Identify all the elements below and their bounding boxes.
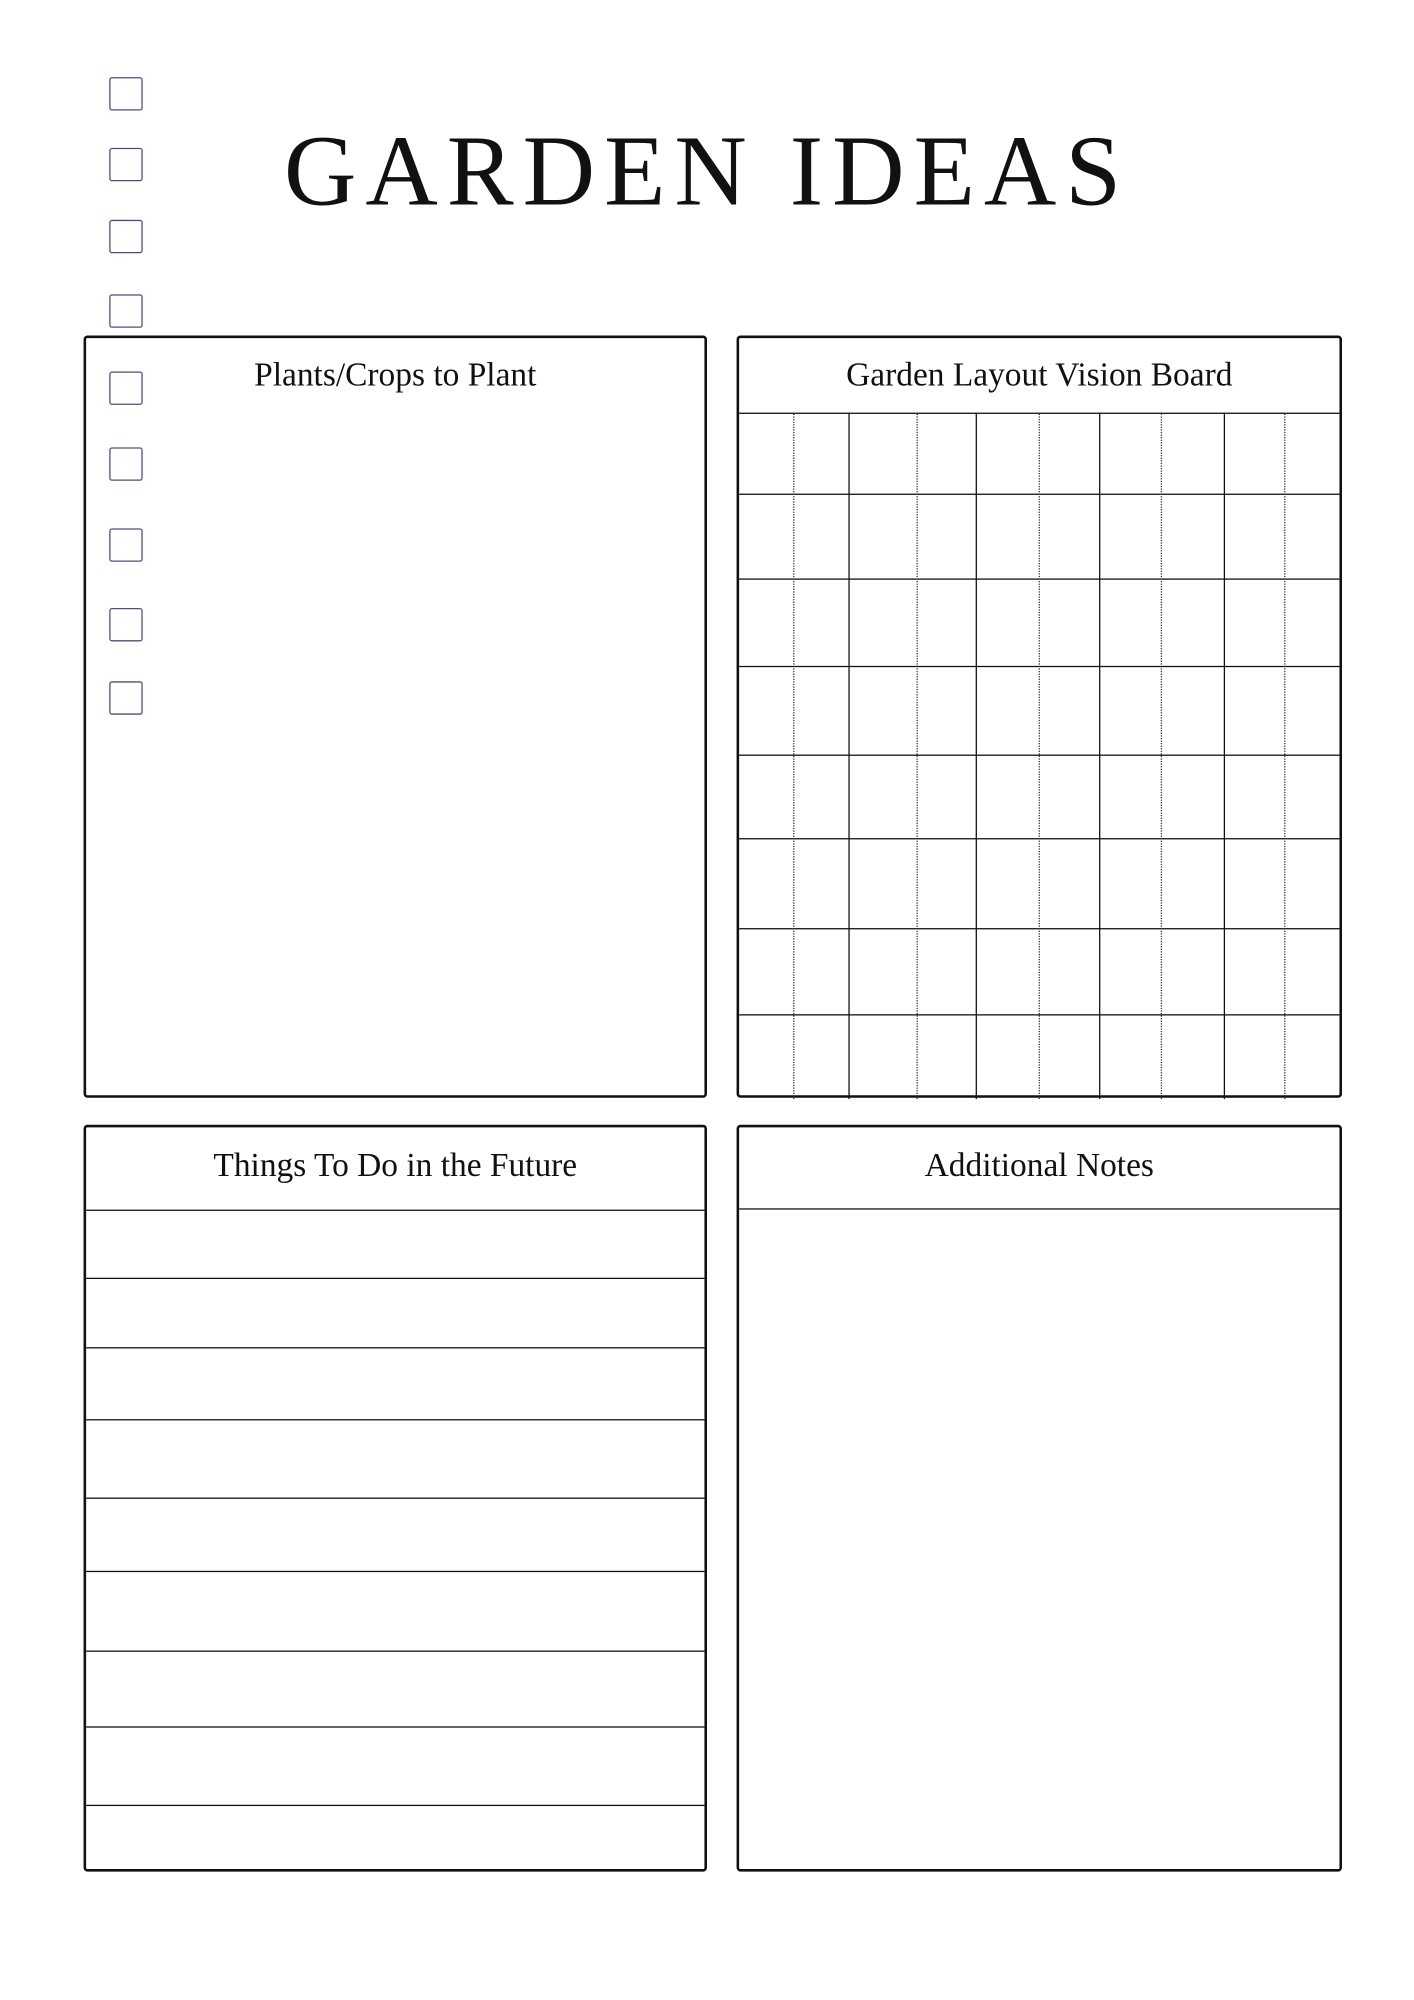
- plants-panel: [84, 336, 707, 1098]
- grid-dotted-line: [793, 413, 794, 1099]
- ruled-line: [86, 1347, 704, 1348]
- grid-dotted-line: [917, 413, 918, 1099]
- ruled-line: [86, 1571, 704, 1572]
- ruled-line: [86, 1651, 704, 1652]
- grid-dotted-line: [1284, 413, 1285, 1099]
- plant-checkbox[interactable]: [109, 681, 142, 714]
- plant-checkbox[interactable]: [109, 608, 142, 641]
- grid-column-line: [976, 413, 977, 1099]
- plant-checkbox[interactable]: [109, 528, 142, 561]
- ruled-line: [86, 1805, 704, 1806]
- ruled-line: [86, 1419, 704, 1420]
- notes-panel: [737, 1125, 1342, 1872]
- grid-dotted-line: [1039, 413, 1040, 1099]
- grid-column-line: [848, 413, 849, 1099]
- plant-checkbox[interactable]: [109, 220, 142, 253]
- plant-checkbox[interactable]: [109, 294, 142, 327]
- ruled-line: [86, 1498, 704, 1499]
- grid-dotted-line: [1161, 413, 1162, 1099]
- plant-checkbox[interactable]: [109, 77, 142, 110]
- notes-panel-title: Additional Notes: [924, 1146, 1154, 1184]
- ruled-line: [86, 1726, 704, 1727]
- ruled-line: [86, 1210, 704, 1211]
- layout-panel-title: Garden Layout Vision Board: [846, 356, 1233, 394]
- future-panel: [84, 1125, 707, 1872]
- notes-area[interactable]: [739, 1212, 1339, 1869]
- ruled-line: [86, 1278, 704, 1279]
- future-panel-title: Things To Do in the Future: [213, 1146, 578, 1184]
- layout-grid[interactable]: [739, 413, 1339, 1096]
- plant-checkbox[interactable]: [109, 148, 142, 181]
- grid-column-line: [1099, 413, 1100, 1099]
- page-title: GARDEN IDEAS: [283, 114, 1131, 227]
- notes-header-divider: [739, 1208, 1339, 1209]
- layout-panel: [737, 336, 1342, 1098]
- plant-checkbox[interactable]: [109, 371, 142, 404]
- plants-panel-title: Plants/Crops to Plant: [254, 356, 537, 394]
- grid-column-line: [1224, 413, 1225, 1099]
- plant-checkbox[interactable]: [109, 447, 142, 480]
